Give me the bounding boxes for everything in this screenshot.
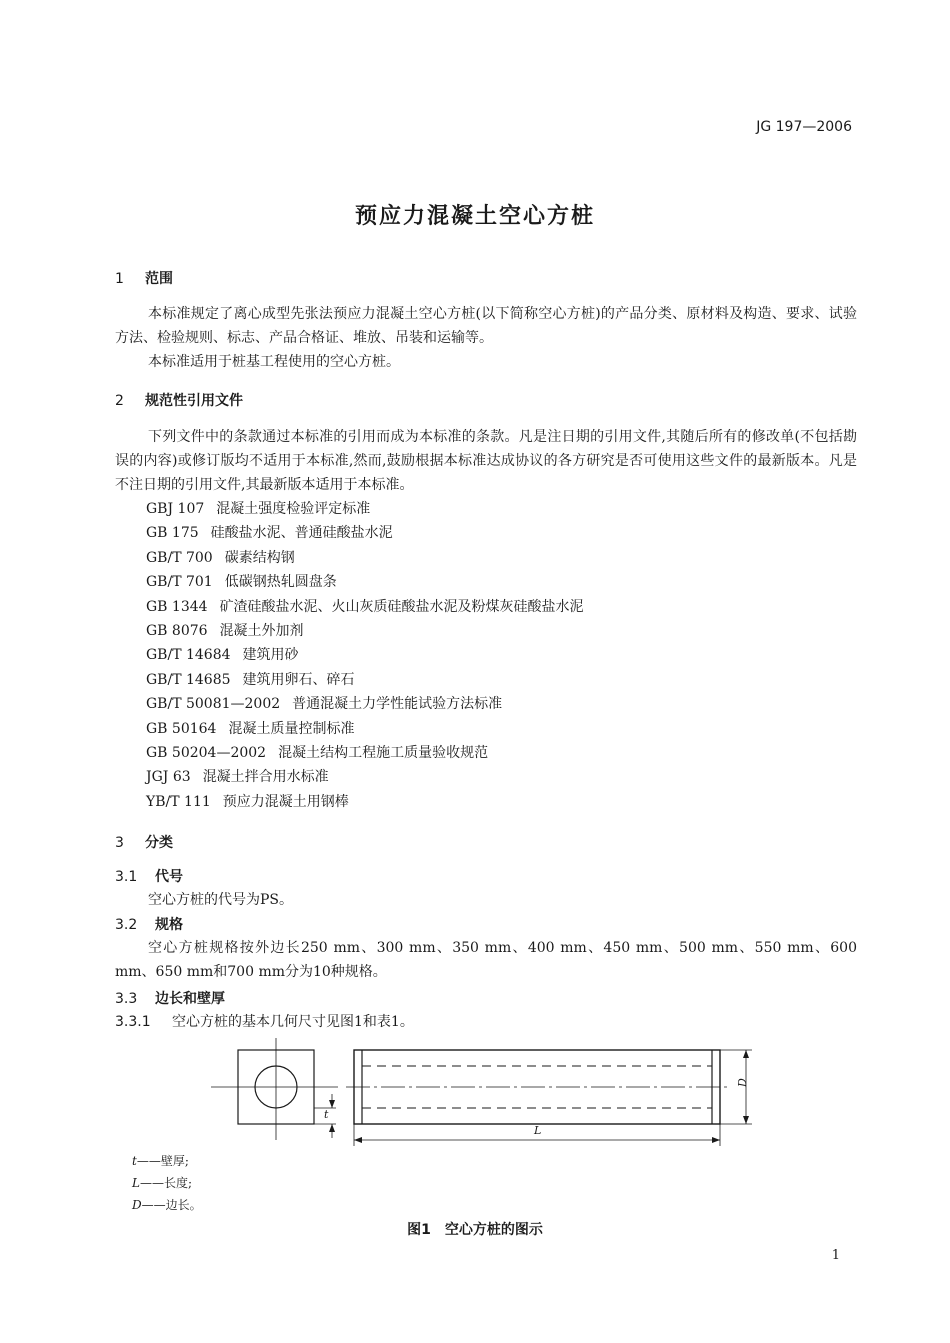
- legend-desc: ——壁厚;: [136, 1154, 189, 1168]
- reference-code: YB/T 111: [146, 793, 211, 810]
- reference-title: 混凝土结构工程施工质量验收规范: [278, 745, 489, 761]
- reference-title: 碳素结构钢: [224, 549, 295, 566]
- reference-code: JGJ 63: [146, 769, 191, 786]
- reference-title: 预应力混凝土用钢棒: [222, 793, 349, 810]
- reference-code: GB 1344: [146, 598, 208, 615]
- reference-code: GB/T 700: [146, 549, 213, 566]
- reference-code: GB 8076: [146, 623, 208, 639]
- arrowhead: [712, 1137, 720, 1143]
- reference-title: 混凝土质量控制标准: [228, 720, 355, 737]
- section-title: 代号: [155, 869, 183, 885]
- arrowhead: [354, 1137, 362, 1143]
- reference-code: GB/T 14685: [146, 671, 231, 688]
- reference-title: 硅酸盐水泥、普通硅酸盐水泥: [210, 525, 393, 542]
- label-t: t: [324, 1108, 329, 1121]
- label-l: L: [534, 1124, 542, 1137]
- reference-title: 混凝土强度检验评定标准: [216, 501, 371, 517]
- reference-title: 普通混凝土力学性能试验方法标准: [292, 696, 503, 713]
- section-title: 范围: [145, 271, 173, 287]
- reference-title: 建筑用砂: [242, 647, 299, 664]
- reference-title: 建筑用卵石、碎石: [242, 671, 355, 688]
- legend-item: [132, 1196, 202, 1213]
- reference-code: GB/T 14684: [146, 647, 231, 664]
- reference-code: GB 50164: [146, 720, 217, 737]
- arrowhead: [743, 1116, 749, 1124]
- figure-caption: 图1 空心方桩的图示: [407, 1222, 543, 1238]
- paragraph: 下列文件中的条款通过本标准的引用而成为本标准的条款。凡是注日期的引用文件,其随后所有的修改单(不包括勘误的内容)或修订版均不适用于本标准,然而,鼓励根据本标准达成协议的各方研究是否可使用这些文件的最新版本。凡是不注日期的引用文件,其最新版本适用于本标准。: [115, 429, 857, 493]
- arrowhead: [329, 1100, 335, 1108]
- page-title: 预应力混凝土空心方桩: [354, 204, 595, 229]
- section-number: 1: [115, 271, 124, 287]
- reference-code: GB 175: [146, 525, 199, 542]
- reference-title: 混凝土拌合用水标准: [202, 769, 329, 786]
- section-title: 规范性引用文件: [145, 393, 243, 409]
- reference-title: 混凝土外加剂: [219, 623, 304, 639]
- paragraph: 空心方桩的代号为PS。: [148, 892, 294, 908]
- section-number: 2: [115, 393, 124, 409]
- paragraph: 本标准适用于桩基工程使用的空心方桩。: [148, 354, 400, 370]
- reference-code: GB/T 701: [146, 574, 213, 591]
- legend-desc: ——长度;: [139, 1176, 193, 1190]
- label-d: D: [736, 1078, 749, 1087]
- reference-title: 低碳钢热轧圆盘条: [224, 574, 337, 591]
- legend-desc: ——边长。: [141, 1198, 202, 1212]
- legend-symbol: L: [132, 1176, 140, 1190]
- paragraph: 本标准规定了离心成型先张法预应力混凝土空心方桩(以下简称空心方桩)的产品分类、原材料及构造、要求、试验方法、检验规则、标志、产品合格证、堆放、吊装和运输等。: [115, 306, 857, 346]
- legend-symbol: t: [132, 1154, 137, 1168]
- section-number: 3.2: [115, 917, 138, 933]
- section-number: 3.3: [115, 991, 138, 1007]
- reference-code: GBJ 107: [146, 501, 205, 517]
- arrowhead: [743, 1050, 749, 1058]
- legend-item: [132, 1174, 192, 1191]
- clause-number: 3.3.1: [115, 1014, 151, 1030]
- reference-title: 矿渣硅酸盐水泥、火山灰质硅酸盐水泥及粉煤灰硅酸盐水泥: [219, 598, 584, 615]
- page-number: 1: [831, 1248, 840, 1263]
- reference-code: GB/T 50081—2002: [146, 696, 281, 713]
- reference-code: GB 50204—2002: [146, 745, 267, 761]
- arrowhead: [329, 1124, 335, 1132]
- legend-item: [132, 1152, 189, 1169]
- section-title: 边长和壁厚: [155, 991, 225, 1007]
- clause-text: 空心方桩的基本几何尺寸见图1和表1。: [172, 1014, 414, 1030]
- section-number: 3.1: [115, 869, 138, 885]
- legend-symbol: D: [132, 1198, 142, 1212]
- paragraph: 空心方桩规格按外边长250 mm、300 mm、350 mm、400 mm、450 mm、500 mm、550 mm、600 mm、650 mm和700 mm分为10种规格。: [115, 940, 857, 980]
- standard-number: JG 197—2006: [756, 119, 852, 135]
- section-title: 分类: [145, 835, 173, 851]
- section-number: 3: [115, 835, 124, 851]
- section-title: 规格: [155, 917, 183, 933]
